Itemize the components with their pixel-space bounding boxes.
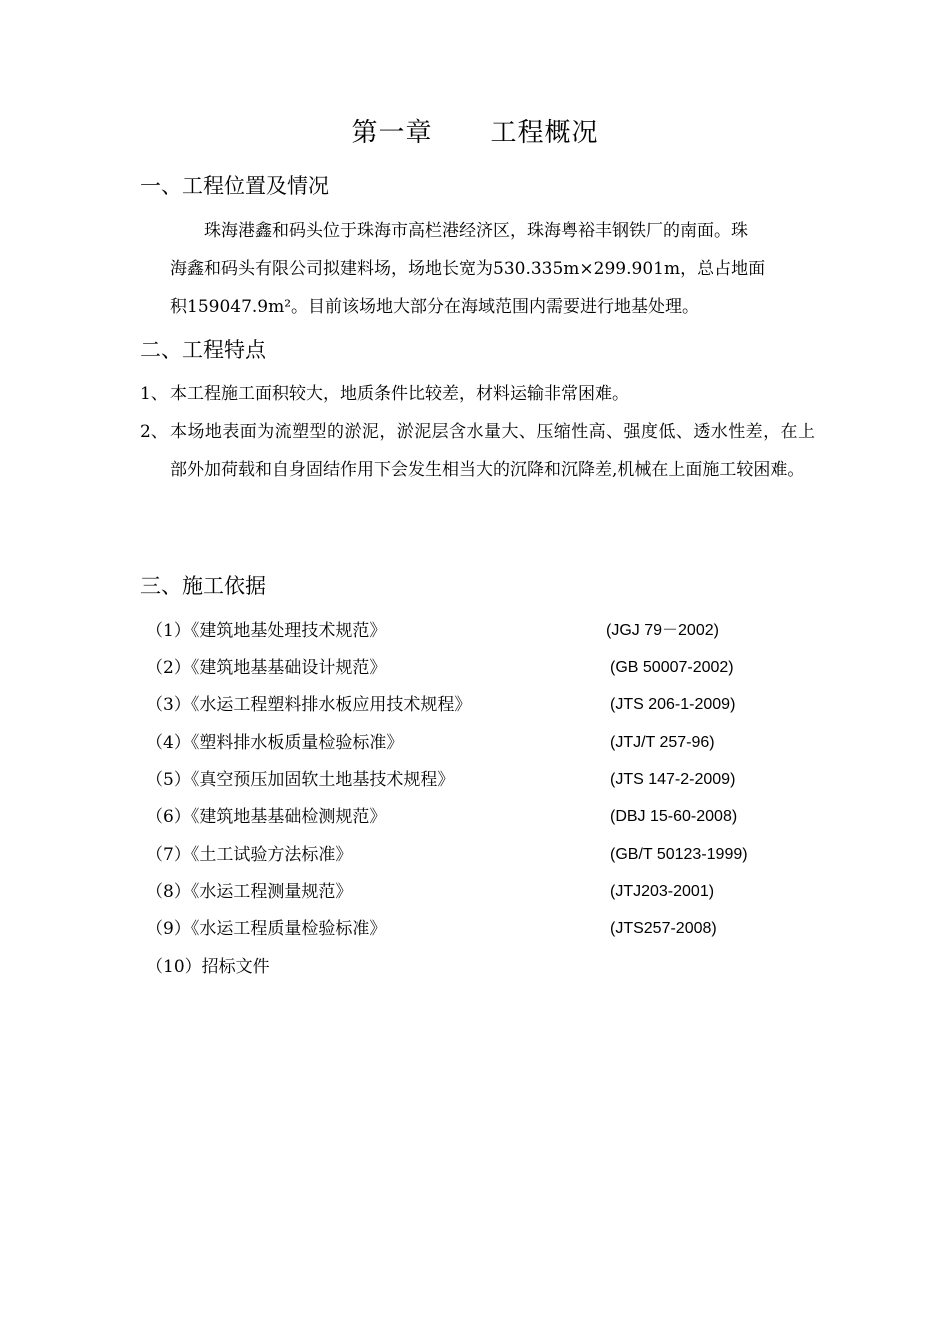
reference-code: (JTS 147-2-2009)	[610, 771, 736, 788]
location-paragraph	[170, 212, 815, 326]
reference-row	[146, 653, 826, 683]
feature-item	[140, 375, 815, 413]
chapter-label: 第一章	[351, 118, 433, 148]
paragraph-line: 海鑫和码头有限公司拟建料场，场地长宽为530.335m×299.901m，总占地面	[170, 259, 766, 279]
reference-code: (JTJ/T 257-96)	[610, 734, 715, 751]
feature-item	[140, 413, 815, 489]
section-heading-features: 二、工程特点	[140, 338, 266, 362]
paragraph-line: 积159047.9m²。目前该场地大部分在海域范围内需要进行地基处理。	[170, 297, 700, 317]
section-heading-location: 一、工程位置及情况	[140, 174, 329, 198]
reference-row	[146, 802, 826, 832]
reference-title: （7）《土工试验方法标准》	[146, 845, 353, 865]
reference-title: （9）《水运工程质量检验标准》	[146, 919, 387, 939]
reference-row	[146, 840, 826, 870]
reference-title: （8）《水运工程测量规范》	[146, 882, 353, 902]
reference-code: (GB 50007-2002)	[610, 659, 734, 676]
reference-title: （1）《建筑地基处理技术规范》	[146, 621, 387, 641]
reference-title: （4）《塑料排水板质量检验标准》	[146, 733, 404, 753]
paragraph-line: 珠海港鑫和码头位于珠海市高栏港经济区，珠海粤裕丰钢铁厂的南面。珠	[204, 221, 748, 241]
reference-code: (JTS257-2008)	[610, 920, 717, 937]
reference-code: (DBJ 15-60-2008)	[610, 808, 738, 825]
section-heading-basis: 三、施工依据	[140, 574, 266, 598]
feature-number: 1、	[140, 384, 168, 404]
reference-row	[146, 877, 826, 907]
reference-title: （2）《建筑地基基础设计规范》	[146, 658, 387, 678]
reference-row	[146, 728, 826, 758]
feature-text: 本工程施工面积较大，地质条件比较差，材料运输非常困难。	[170, 384, 629, 404]
reference-code: (JTS 206-1-2009)	[610, 696, 736, 713]
reference-title: （5）《真空预压加固软土地基技术规程》	[146, 770, 455, 790]
reference-row	[146, 952, 826, 982]
feature-text: 本场地表面为流塑型的淤泥，淤泥层含水量大、压缩性高、强度低、透水性差，在上部外加荷载和自身固结作用下会发生相当大的沉降和沉降差,机械在上面施工较困难。	[170, 422, 815, 480]
reference-code: (JTJ203-2001)	[610, 883, 715, 900]
reference-row	[146, 765, 826, 795]
reference-code: (JGJ 79－2002)	[606, 622, 719, 639]
reference-code: (GB/T 50123-1999)	[610, 846, 748, 863]
reference-row	[146, 914, 826, 944]
reference-title: （3）《水运工程塑料排水板应用技术规程》	[146, 695, 472, 715]
reference-title: （6）《建筑地基基础检测规范》	[146, 807, 387, 827]
chapter-name: 工程概况	[490, 118, 599, 148]
chapter-title	[0, 112, 950, 149]
reference-row	[146, 690, 826, 720]
reference-title: （10）招标文件	[146, 957, 270, 977]
reference-row	[146, 616, 826, 646]
feature-number: 2、	[140, 422, 168, 442]
